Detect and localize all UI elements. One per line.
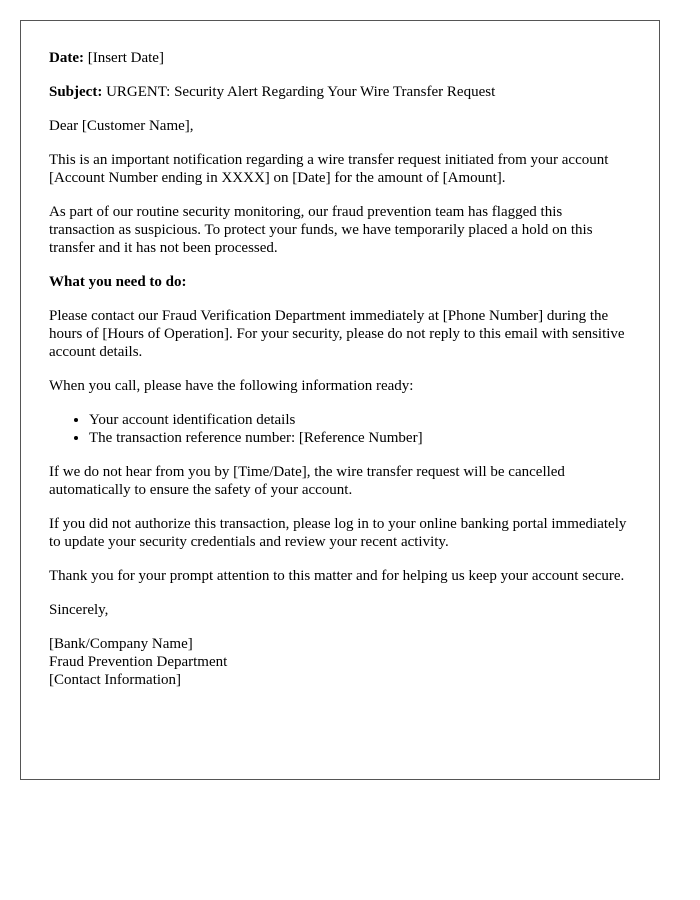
signature-block — [49, 635, 631, 689]
date-line — [49, 49, 631, 67]
heading-what-to-do: What you need to do: — [49, 274, 187, 290]
paragraph-notification: This is an important notification regarding a wire transfer request initiated from your account [Account Number ending in XXXX] on [Date] for the amount of [Amount]. — [49, 152, 609, 186]
paragraph-thank-you: Thank you for your prompt attention to this matter and for helping us keep your account secure. — [49, 568, 625, 584]
signature-company: [Bank/Company Name] — [49, 636, 193, 652]
info-list — [49, 411, 631, 447]
list-item: • The transaction reference number: [Reference Number] — [89, 429, 631, 447]
paragraph-deadline: If we do not hear from you by [Time/Date], the wire transfer request will be cancelled automatically to ensure the safety of your account. — [49, 464, 565, 498]
subject-label: Subject: — [49, 84, 103, 100]
closing: Sincerely, — [49, 602, 109, 618]
date-label: Date: — [49, 50, 84, 66]
signature-department: Fraud Prevention Department — [49, 654, 228, 670]
paragraph-call-preparation: When you call, please have the following information ready: — [49, 378, 414, 394]
list-item: • Your account identification details — [89, 411, 631, 429]
subject-value: URGENT: Security Alert Regarding Your Wire Transfer Request — [106, 84, 496, 100]
paragraph-contact-instructions: Please contact our Fraud Verification Department immediately at [Phone Number] during the hours of [Hours of Operation]. For your security, please do not reply to this email with sensitive account details. — [49, 308, 625, 360]
letter-body — [20, 20, 660, 780]
salutation: Dear [Customer Name], — [49, 118, 194, 134]
paragraph-security-monitoring: As part of our routine security monitoring, our fraud prevention team has flagged this transaction as suspicious. To protect your funds, we have temporarily placed a hold on this transfer and it has not been processed. — [49, 204, 593, 256]
subject-line — [49, 83, 631, 101]
date-value: [Insert Date] — [87, 50, 164, 66]
paragraph-unauthorized: If you did not authorize this transaction, please log in to your online banking portal immediately to update your security credentials and review your recent activity. — [49, 516, 627, 550]
signature-contact: [Contact Information] — [49, 672, 182, 688]
